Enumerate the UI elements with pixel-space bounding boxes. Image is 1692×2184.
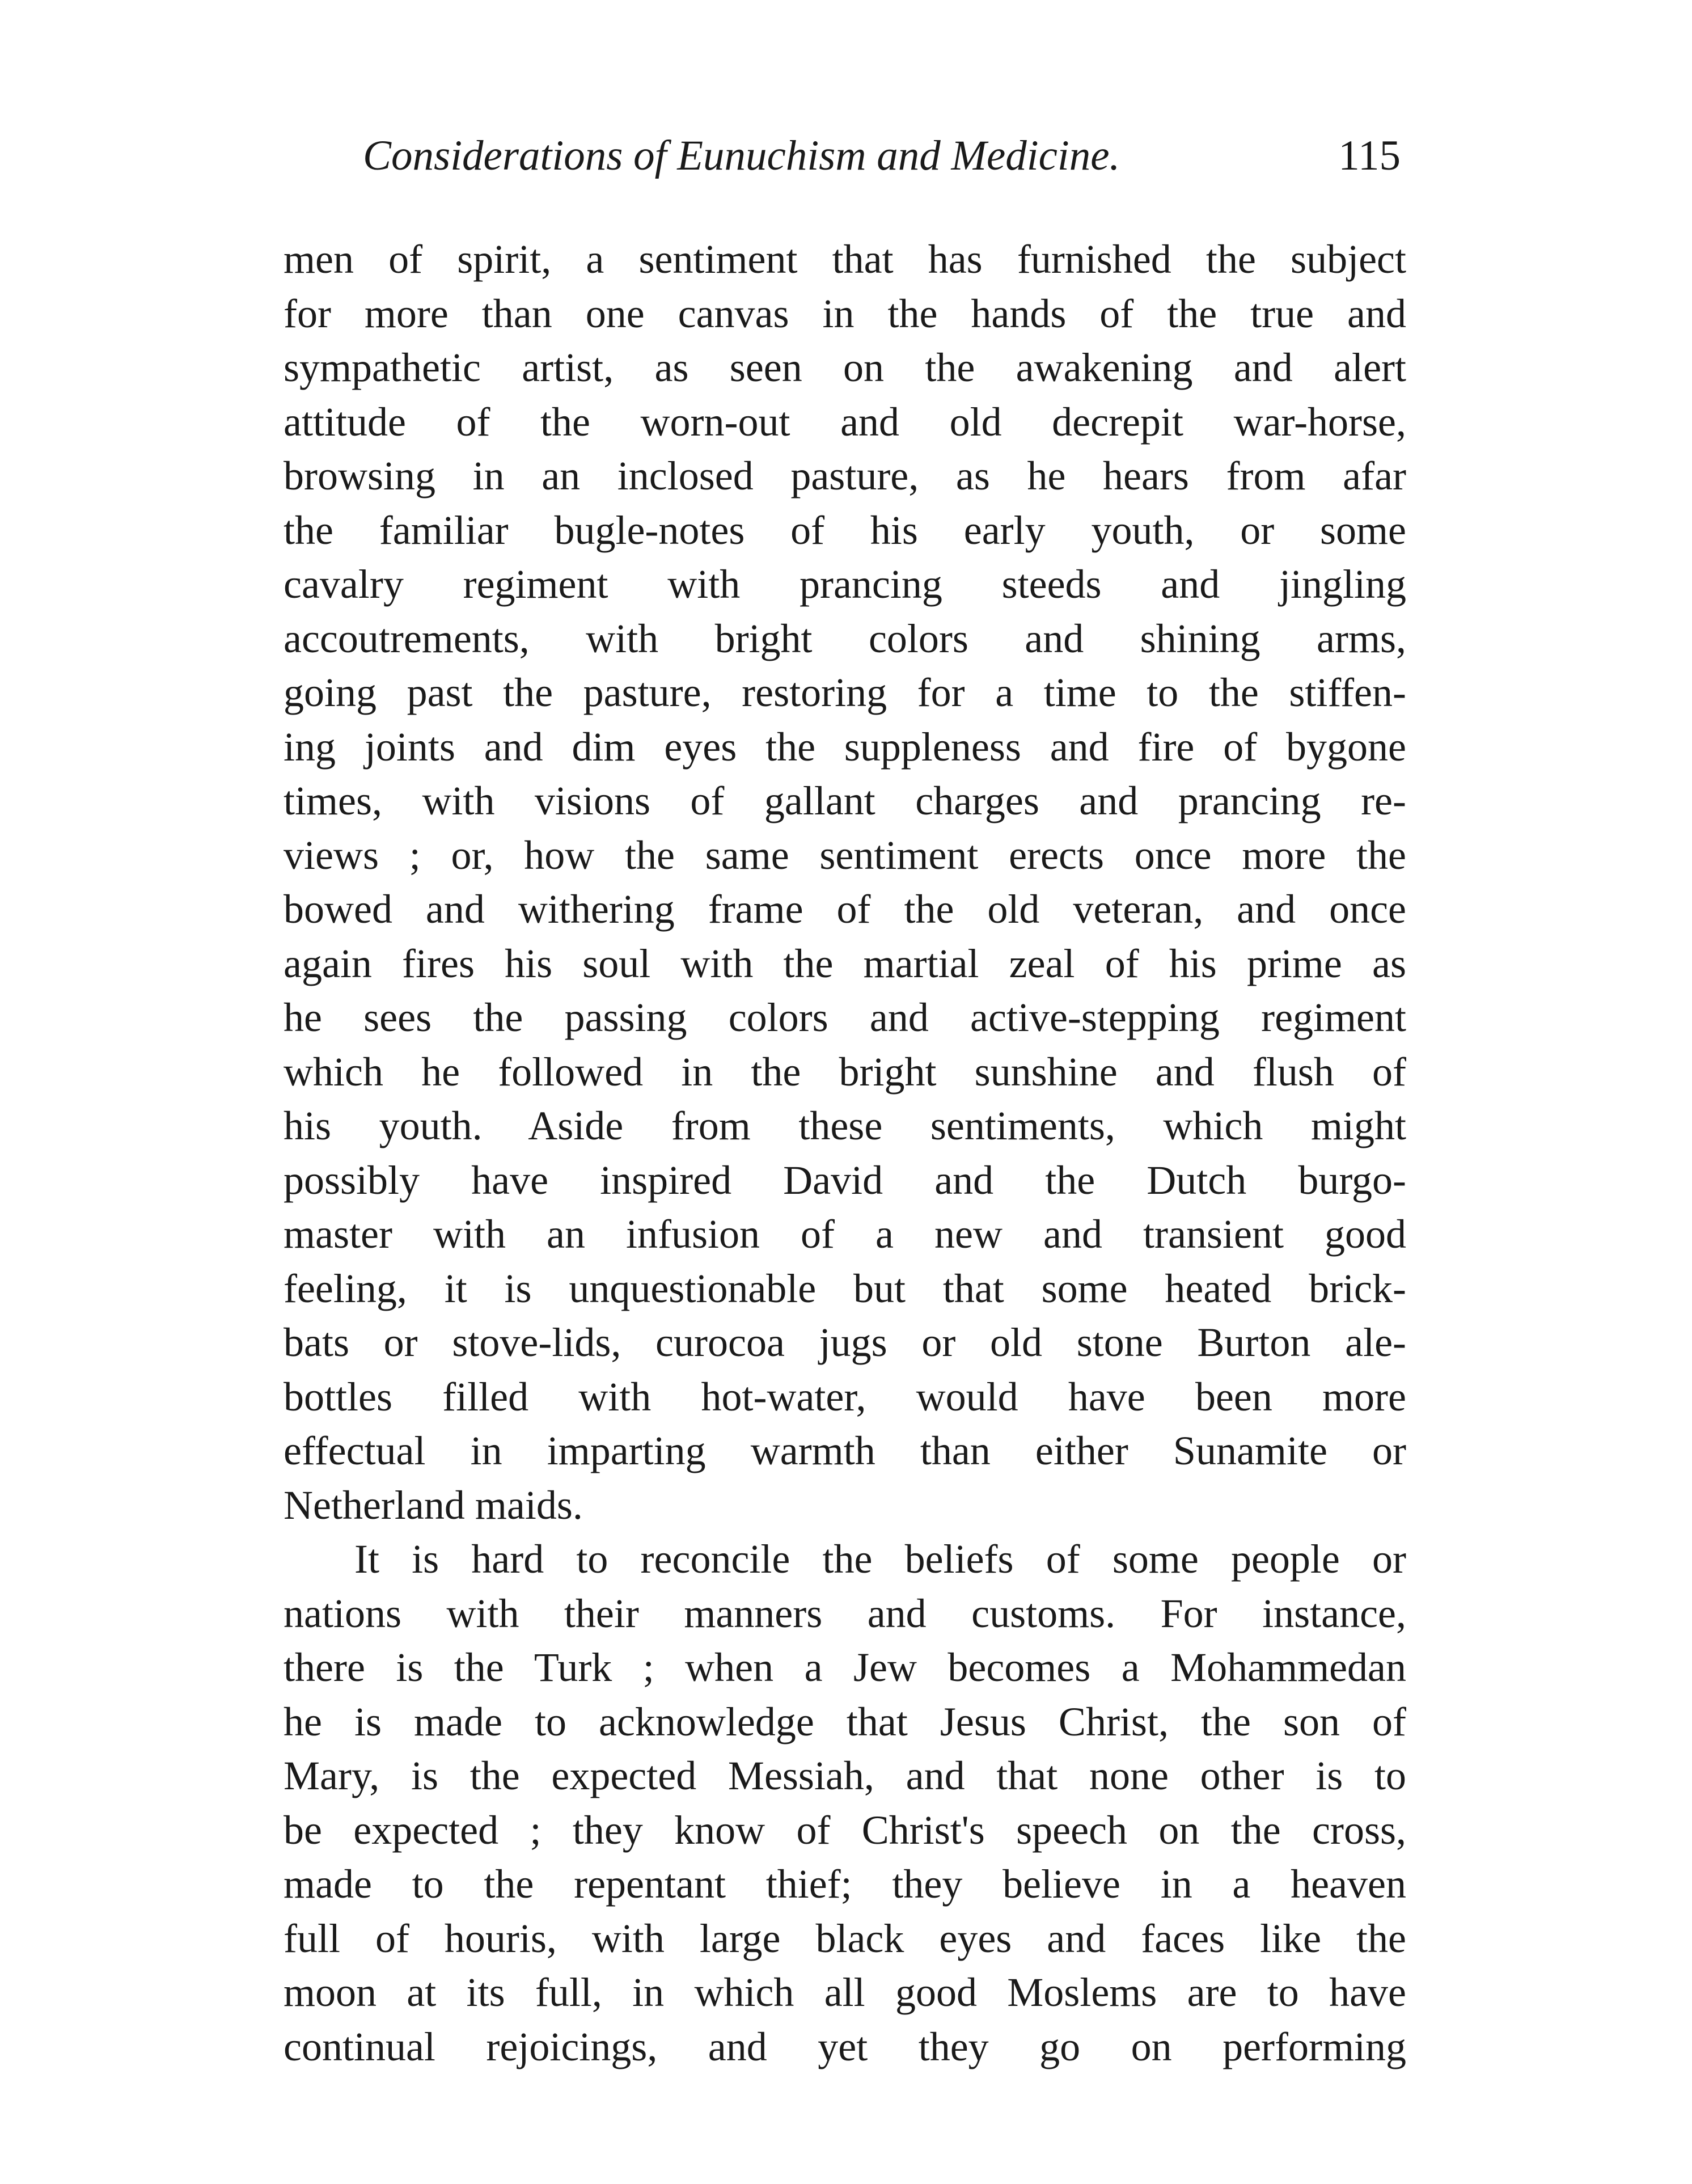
text-line: full of houris, with large black eyes and faces like the [284,1915,1406,1961]
text-line: made to the repentant thief; they believe in a heaven [284,1861,1406,1907]
text-line: for more than one canvas in the hands of the true and [284,290,1406,336]
text-line: bowed and withering frame of the old veteran, and once [284,886,1406,932]
text-line: which he followed in the bright sunshine and flush of [284,1049,1406,1095]
text-line: possibly have inspired David and the Dutch burgo- [284,1157,1406,1203]
text-line: he sees the passing colors and active-stepping regiment [284,995,1406,1040]
text-line: master with an infusion of a new and transient good [284,1211,1406,1257]
text-line: be expected ; they know of Christ's speech on the cross, [284,1807,1406,1853]
text-line: times, with visions of gallant charges and prancing re- [284,778,1406,823]
body-text [284,233,1406,2074]
text-line: attitude of the worn-out and old decrepit war-horse, [284,399,1406,445]
text-line: browsing in an inclosed pasture, as he hears from afar [284,453,1406,499]
text-line: bats or stove-lids, curocoa jugs or old stone Burton ale- [284,1320,1406,1365]
text-line: bottles filled with hot-water, would have been more [284,1374,1406,1420]
text-line: continual rejoicings, and yet they go on performing [284,2024,1406,2069]
text-line: the familiar bugle-notes of his early youth, or some [284,507,1406,553]
text-line: cavalry regiment with prancing steeds and jingling [284,561,1406,607]
text-line: Netherland maids. [284,1482,583,1528]
text-line: feeling, it is unquestionable but that some heated brick- [284,1265,1406,1311]
text-line: men of spirit, a sentiment that has furnished the subject [284,236,1406,282]
paragraph-2 [284,1532,1406,2074]
text-line: ing joints and dim eyes the suppleness and fire of bygone [284,724,1406,770]
page-number: 115 [1338,132,1401,179]
running-head [363,128,1401,184]
running-title: Considerations of Eunuchism and Medicine. [363,132,1120,179]
text-line: there is the Turk ; when a Jew becomes a Mohammedan [284,1645,1406,1690]
text-line: accoutrements, with bright colors and shining arms, [284,615,1406,661]
text-line: effectual in imparting warmth than either Sunamite or [284,1428,1406,1473]
text-line: views ; or, how the same sentiment erects once more the [284,832,1406,878]
text-line: Mary, is the expected Messiah, and that none other is to [284,1753,1406,1798]
text-line: he is made to acknowledge that Jesus Christ, the son of [284,1699,1406,1744]
paragraph-1 [284,233,1406,1532]
text-line: sympathetic artist, as seen on the awakening and alert [284,345,1406,390]
text-line: nations with their manners and customs. For instance, [284,1590,1406,1636]
text-line: again fires his soul with the martial zeal of his prime as [284,940,1406,986]
text-line: It is hard to reconcile the beliefs of some people or [354,1536,1406,1582]
text-line: his youth. Aside from these sentiments, which might [284,1103,1406,1148]
text-line: going past the pasture, restoring for a time to the stiffen- [284,670,1406,715]
text-line: moon at its full, in which all good Moslems are to have [284,1970,1406,2015]
